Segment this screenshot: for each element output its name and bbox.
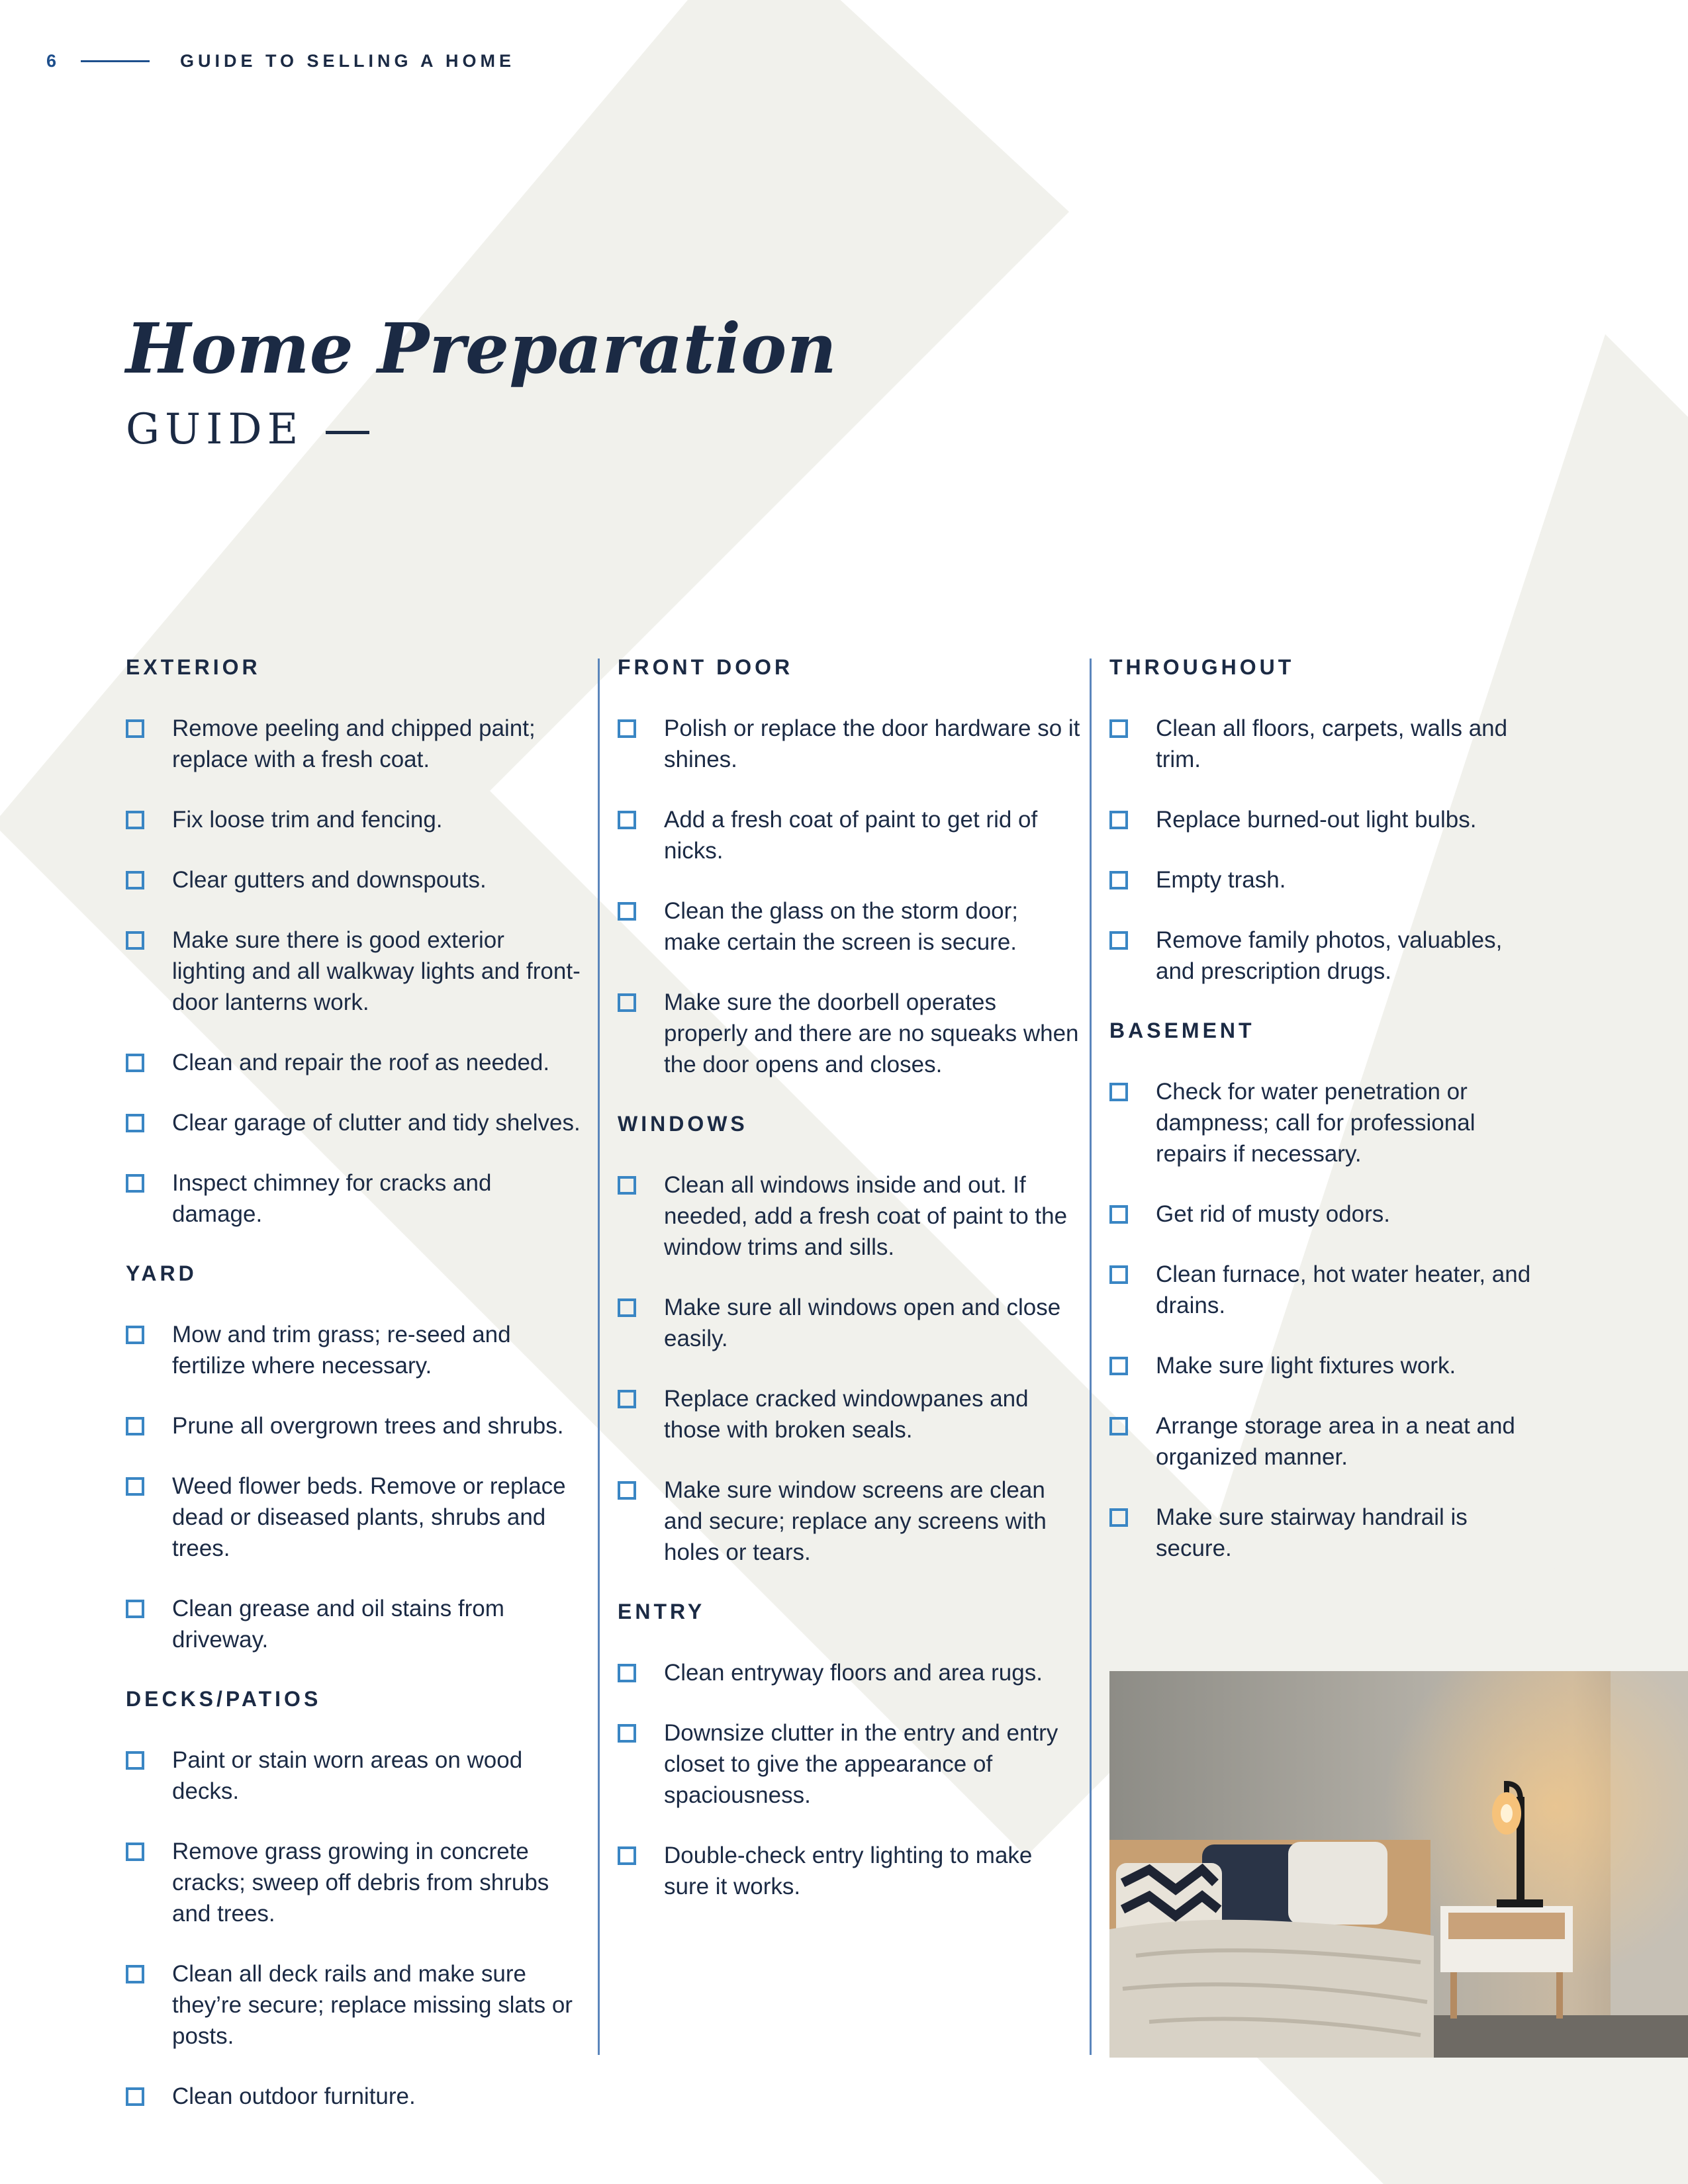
section-yard	[126, 1261, 583, 1655]
checkbox-icon[interactable]	[1109, 1265, 1128, 1284]
checklist-item[interactable]	[126, 1319, 583, 1381]
checkbox-icon[interactable]	[618, 1724, 636, 1743]
checkbox-icon[interactable]	[1109, 811, 1128, 829]
checklist-item[interactable]	[126, 1167, 583, 1230]
checklist-item-text: Downsize clutter in the entry and entry closet to give the appearance of spaciousness.	[664, 1720, 1058, 1808]
checkbox-icon[interactable]	[126, 2087, 144, 2106]
checklist-item-text: Replace burned-out light bulbs.	[1156, 807, 1477, 833]
checkbox-icon[interactable]	[1109, 1417, 1128, 1435]
checklist-item-text: Make sure all windows open and close easily.	[664, 1295, 1061, 1351]
section-heading: ENTRY	[618, 1600, 706, 1623]
section-exterior	[126, 655, 583, 1230]
checklist-item-text: Mow and trim grass; re-seed and fertilize where necessary.	[172, 1322, 511, 1379]
checklist-item[interactable]	[1109, 1259, 1533, 1321]
section-heading: THROUGHOUT	[1109, 655, 1295, 679]
checklist-item-text: Polish or replace the door hardware so it shines.	[664, 715, 1080, 772]
header-rule	[81, 60, 150, 62]
checklist-item-text: Arrange storage area in a neat and organized manner.	[1156, 1413, 1515, 1470]
checklist-item-text: Weed flower beds. Remove or replace dead or diseased plants, shrubs and trees.	[172, 1473, 566, 1561]
checkbox-icon[interactable]	[126, 1174, 144, 1193]
photo-nightstand-leg	[1556, 1972, 1563, 2019]
checkbox-icon[interactable]	[126, 1054, 144, 1072]
checklist-item[interactable]	[126, 1107, 583, 1138]
checklist-item[interactable]	[126, 1410, 583, 1441]
photo-lamp-bulb-core	[1501, 1804, 1513, 1823]
section-throughout	[1109, 655, 1533, 987]
checklist-item[interactable]	[1109, 804, 1533, 835]
bedroom-illustration	[1109, 1671, 1688, 2058]
header-title: GUIDE TO SELLING A HOME	[180, 50, 516, 71]
checklist-item[interactable]	[618, 1657, 1081, 1688]
checkbox-icon[interactable]	[618, 1298, 636, 1317]
checkbox-icon[interactable]	[126, 1477, 144, 1496]
page-subtitle-line	[126, 405, 837, 454]
checkbox-icon[interactable]	[1109, 931, 1128, 950]
checklist-item[interactable]	[126, 1047, 583, 1078]
checklist-item[interactable]	[126, 804, 583, 835]
checkbox-icon[interactable]	[126, 1326, 144, 1344]
subtitle-dash	[326, 431, 369, 434]
checklist-item-text: Make sure stairway handrail is secure.	[1156, 1504, 1468, 1561]
section-basement	[1109, 1019, 1533, 1564]
checklist-item-text: Clean all windows inside and out. If needed, add a fresh coat of paint to the window trims and sills.	[664, 1172, 1068, 1260]
checklist-item[interactable]	[618, 804, 1081, 866]
checklist-item[interactable]	[126, 864, 583, 895]
section-decks-patios	[126, 1687, 583, 2112]
checklist-item[interactable]	[618, 1169, 1081, 1263]
checkbox-icon[interactable]	[1109, 719, 1128, 738]
checkbox-icon[interactable]	[618, 1664, 636, 1682]
checkbox-icon[interactable]	[126, 811, 144, 829]
page-header	[46, 48, 515, 74]
checkbox-icon[interactable]	[618, 1481, 636, 1500]
checklist-item-text: Inspect chimney for cracks and damage.	[172, 1170, 492, 1227]
checkbox-icon[interactable]	[126, 1114, 144, 1132]
checklist-item-text: Check for water penetration or dampness; call for professional repairs if necessary.	[1156, 1079, 1476, 1167]
checkbox-icon[interactable]	[618, 1176, 636, 1195]
section-heading: DECKS/PATIOS	[126, 1687, 322, 1711]
checklist-item-text: Fix loose trim and fencing.	[172, 807, 443, 833]
checklist-item-text: Remove peeling and chipped paint; replace with a fresh coat.	[172, 715, 536, 772]
section-heading: FRONT DOOR	[618, 655, 794, 679]
checklist-item[interactable]	[1109, 1076, 1533, 1169]
photo-lamp-base	[1497, 1899, 1543, 1907]
checklist-item-text: Clean grease and oil stains from driveway.	[172, 1596, 504, 1653]
column-divider-1	[598, 659, 600, 2055]
checklist-item-text: Make sure window screens are clean and secure; replace any screens with holes or tears.	[664, 1477, 1047, 1565]
checkbox-icon[interactable]	[126, 931, 144, 950]
checklist-item-text: Replace cracked windowpanes and those with broken seals.	[664, 1386, 1029, 1443]
page-subtitle: GUIDE	[126, 405, 304, 455]
checkbox-icon[interactable]	[618, 719, 636, 738]
checkbox-icon[interactable]	[126, 1751, 144, 1770]
checklist-item[interactable]	[126, 1593, 583, 1655]
checkbox-icon[interactable]	[1109, 1508, 1128, 1527]
column-divider-2	[1090, 659, 1092, 2055]
checklist-item-text: Clean and repair the roof as needed.	[172, 1050, 550, 1075]
section-windows	[618, 1112, 1081, 1568]
checklist-item[interactable]	[126, 1745, 583, 1807]
checklist-item-text: Clean furnace, hot water heater, and drains.	[1156, 1261, 1531, 1318]
page-number: 6	[46, 50, 58, 71]
checkbox-icon[interactable]	[126, 1843, 144, 1861]
checklist-item[interactable]	[126, 1836, 583, 1929]
checklist-item-text: Add a fresh coat of paint to get rid of nicks.	[664, 807, 1038, 864]
photo-nightstand-leg	[1450, 1972, 1457, 2019]
checklist-item-text: Clear garage of clutter and tidy shelves.	[172, 1110, 581, 1136]
checkbox-icon[interactable]	[618, 1846, 636, 1865]
photo-nightstand-drawer	[1448, 1913, 1565, 1939]
checkbox-icon[interactable]	[618, 993, 636, 1012]
checklist-item[interactable]	[1109, 1350, 1533, 1381]
section-entry	[618, 1600, 1081, 1902]
checklist-item[interactable]	[618, 987, 1081, 1080]
checkbox-icon[interactable]	[618, 902, 636, 921]
checklist-item-text: Get rid of musty odors.	[1156, 1201, 1391, 1227]
bedroom-photo	[1109, 1671, 1688, 2058]
checklist-item[interactable]	[618, 1840, 1081, 1902]
photo-bed	[1109, 1920, 1434, 2058]
checklist-item[interactable]	[1109, 1410, 1533, 1473]
section-heading: EXTERIOR	[126, 655, 261, 679]
checklist-item-text: Clean all deck rails and make sure they’re secure; replace missing slats or posts.	[172, 1961, 573, 2049]
checklist-item[interactable]	[126, 1471, 583, 1564]
checklist-item[interactable]	[618, 1717, 1081, 1811]
checklist-item[interactable]	[126, 1958, 583, 2052]
checkbox-icon[interactable]	[1109, 1083, 1128, 1101]
page-title: Home Preparation	[126, 308, 837, 389]
checklist-column-3	[1109, 655, 1533, 1593]
checklist-item[interactable]	[618, 713, 1081, 775]
section-front-door	[618, 655, 1081, 1080]
checkbox-icon[interactable]	[1109, 1205, 1128, 1224]
checklist-item-text: Make sure there is good exterior lighting and all walkway lights and front-door lanterns work.	[172, 927, 581, 1015]
checklist-item-text: Make sure light fixtures work.	[1156, 1353, 1456, 1379]
checklist-item-text: Make sure the doorbell operates properly and there are no squeaks when the door opens and closes.	[664, 989, 1079, 1077]
checklist-item[interactable]	[1109, 1199, 1533, 1230]
checklist-item[interactable]	[126, 2081, 583, 2112]
section-heading: YARD	[126, 1261, 197, 1285]
checkbox-icon[interactable]	[618, 811, 636, 829]
checkbox-icon[interactable]	[126, 719, 144, 738]
checklist-item[interactable]	[126, 713, 583, 775]
checklist-item-text: Paint or stain worn areas on wood decks.	[172, 1747, 523, 1804]
checkbox-icon[interactable]	[1109, 871, 1128, 889]
checklist-item-text: Prune all overgrown trees and shrubs.	[172, 1413, 564, 1439]
section-heading: BASEMENT	[1109, 1019, 1255, 1042]
checklist-item[interactable]	[618, 1292, 1081, 1354]
checklist-item-text: Clean all floors, carpets, walls and trim.	[1156, 715, 1508, 772]
checkbox-icon[interactable]	[126, 1417, 144, 1435]
checklist-item-text: Clean outdoor furniture.	[172, 2083, 416, 2109]
checkbox-icon[interactable]	[126, 1600, 144, 1618]
checkbox-icon[interactable]	[1109, 1357, 1128, 1375]
page-title-block	[126, 308, 837, 455]
checklist-item[interactable]	[126, 925, 583, 1018]
checkbox-icon[interactable]	[126, 1965, 144, 1983]
checklist-item-text: Clean entryway floors and area rugs.	[664, 1660, 1043, 1686]
checklist-column-1	[126, 655, 583, 2141]
photo-pillow-white	[1288, 1842, 1387, 1925]
checklist-item-text: Remove family photos, valuables, and prescription drugs.	[1156, 927, 1503, 984]
checkbox-icon[interactable]	[126, 871, 144, 889]
checklist-item[interactable]	[1109, 864, 1533, 895]
checklist-item[interactable]	[1109, 713, 1533, 775]
section-heading: WINDOWS	[618, 1112, 748, 1136]
checklist-item-text: Clear gutters and downspouts.	[172, 867, 487, 893]
checklist-item[interactable]	[618, 895, 1081, 958]
checklist-item[interactable]	[1109, 1502, 1533, 1564]
checklist-item[interactable]	[618, 1383, 1081, 1445]
checklist-item-text: Remove grass growing in concrete cracks; sweep off debris from shrubs and trees.	[172, 1839, 549, 1927]
checklist-item-text: Clean the glass on the storm door; make certain the screen is secure.	[664, 898, 1019, 955]
checklist-column-2	[618, 655, 1081, 1931]
checklist-item[interactable]	[1109, 925, 1533, 987]
checklist-item-text: Double-check entry lighting to make sure it works.	[664, 1843, 1033, 1899]
checklist-item-text: Empty trash.	[1156, 867, 1286, 893]
checklist-item[interactable]	[618, 1475, 1081, 1568]
checkbox-icon[interactable]	[618, 1390, 636, 1408]
